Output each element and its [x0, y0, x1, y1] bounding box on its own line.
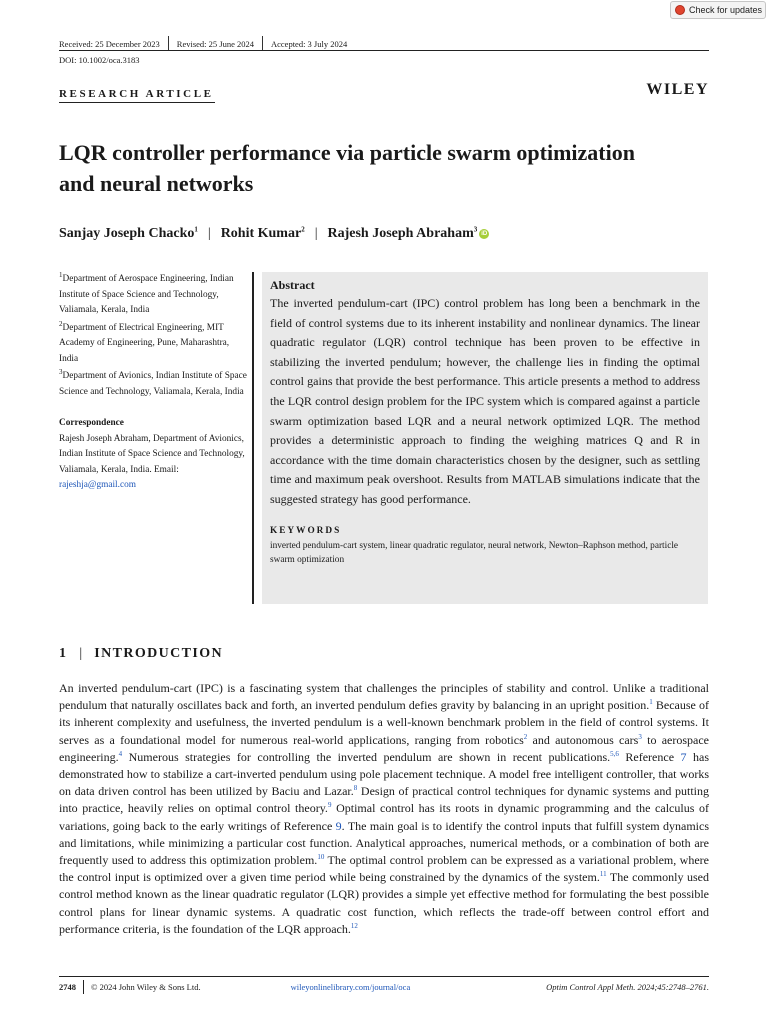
divider: [168, 36, 169, 51]
article-dates: [59, 36, 347, 51]
intro-text: . The main goal is to identify the control inputs that fulfill system dynamics and limitations, while minimizing a particular cost function. Analytical approaches, numerical methods, or a combination of both are frequently used to address this optimization problem.: [59, 818, 710, 868]
intro-text: and autonomous cars: [527, 732, 639, 747]
section-number: 1: [59, 646, 68, 661]
section-title: INTRODUCTION: [94, 646, 224, 661]
intro-text: has demonstrated how to stabilize a cart-inverted pendulum using pole placement technique. A model free intelligent controller, that works on data driven control has been utilized by Baciu and Lazar.: [59, 749, 709, 799]
section-separator: |: [79, 646, 83, 661]
citation-link[interactable]: 12: [350, 921, 358, 930]
citation-link[interactable]: 8: [353, 784, 358, 793]
intro-text: Design of practical control techniques for dynamic systems and putting into practice, heavily relies on optimal control theory.: [59, 784, 710, 816]
article-type-underline: [59, 102, 215, 103]
email-link[interactable]: rajeshja@gmail.com: [59, 480, 136, 490]
accepted-date: Accepted: 3 July 2024: [270, 38, 348, 49]
header-rule: [59, 50, 709, 51]
revised-date: Revised: 25 June 2024: [176, 38, 254, 49]
publisher-logo: WILEY: [646, 81, 709, 98]
citation-link[interactable]: 3: [638, 732, 642, 741]
affiliations: [59, 272, 247, 494]
received-date: Received: 25 December 2023: [59, 38, 160, 49]
footer: [59, 980, 709, 994]
abstract-text: The inverted pendulum-cart (IPC) control problem has long been a benchmark in the field of control systems due to its inherent instability and nonlinear dynamics. The linear quadratic regulator (LQR) control technique has been proven to be effective in stabilizing the inverted pendulum; however, the challenge lies in finding the optimal control gains that provide the best performance. This article presents a method to address the LQR control design problem for the IPC system which is compared against a particle swarm optimization based LQR and a neural network optimized LQR. The method provides a deterministic approach to finding the weighing matrices Q and R in accordance with the time domain characteristics chosen by the designer, such as settling time and maximum peak overshoot. Results from MATLAB simulations indicate that the suggested strategy has good performance.: [270, 296, 700, 506]
author-separator: |: [207, 226, 211, 241]
doi: DOI: 10.1002/oca.3183: [59, 55, 140, 65]
keywords-text: inverted pendulum-cart system, linear quadratic regulator, neural network, Newton–Raphson method, particle swarm optimization: [270, 540, 679, 566]
author-name[interactable]: Rohit Kumar$^2$: [220, 225, 305, 241]
check-for-updates-button[interactable]: [670, 1, 766, 19]
intro-text: Because of its inherent complexity and usefulness, the inverted pendulum is a well-known benchmark problem in the field of control systems. It serves as a foundational model for numerous real-world applications, ranging from robotics: [59, 698, 709, 747]
citation-link[interactable]: 10: [317, 853, 325, 862]
intro-text: The optimal control problem can be expressed as a variational problem, where the control input is optimized over a given time period while being constrained by the dynamics of the system.: [59, 853, 710, 885]
divider: [83, 980, 84, 994]
affiliation: $^3$Department of Avionics, Indian Institute of Space Science and Technology, Valiamala, Kerala, India: [59, 367, 247, 397]
author-name[interactable]: Rajesh Joseph Abraham$^3$: [327, 225, 478, 241]
copyright: © 2024 John Wiley & Sons Ltd.: [91, 982, 201, 992]
section-heading: [59, 646, 223, 662]
footer-rule: [59, 976, 709, 977]
keywords-heading: KEYWORDS: [270, 525, 342, 536]
reference-link[interactable]: 7: [680, 749, 687, 764]
correspondence-heading: Correspondence: [59, 418, 124, 428]
page-number: 2748: [59, 982, 76, 992]
intro-text: Reference: [618, 749, 681, 764]
column-divider: [252, 272, 254, 604]
author-name[interactable]: Sanjay Joseph Chacko$^1$: [59, 225, 198, 241]
intro-text: Optimal control has its roots in dynamic programming and the calculus of variations, going back to the early writings of Reference: [59, 801, 709, 833]
intro-paragraph: [59, 680, 709, 938]
abstract-heading: Abstract: [270, 278, 315, 292]
citation-link[interactable]: 4: [118, 749, 123, 758]
citation-link[interactable]: 1: [649, 698, 653, 707]
intro-text: The commonly used control method known as the linear quadratic regulator (LQR) provides a simple yet effective method for formulating the best possible control plans for linear dynamic systems. A quadratic cost function, which reflects the trade-off between control effort and performance criteria, is the foundation of the LQR approach.: [59, 870, 709, 936]
crossmark-icon: [675, 5, 685, 15]
intro-text: Numerous strategies for controlling the inverted pendulum are shown in recent publications.: [122, 749, 611, 764]
reference-link[interactable]: 9: [335, 818, 342, 833]
author-list: [59, 226, 489, 242]
citation-link[interactable]: 5,6: [610, 749, 619, 758]
correspondence-text: Rajesh Joseph Abraham, Department of Avionics, Indian Institute of Space Science and Technology, Valiamala, Kerala, India. Email: rajeshja@gmail.com: [59, 433, 245, 490]
orcid-icon[interactable]: iD: [481, 231, 488, 237]
affiliation: $^2$Department of Electrical Engineering, MIT Academy of Engineering, Pune, Maharashtra, India: [59, 319, 230, 364]
intro-text: to aerospace engineering.: [59, 732, 709, 764]
citation-link[interactable]: 11: [599, 870, 607, 879]
check-for-updates-label: Check for updates: [689, 5, 763, 15]
citation-link[interactable]: 9: [327, 801, 332, 810]
abstract-box: [262, 272, 708, 604]
intro-text: An inverted pendulum-cart (IPC) is a fascinating system that challenges the principles of stability and control. Unlike a traditional pendulum that naturally oscillates back and forth, an inverted pendulum defies gravity by balancing in an upright position.: [59, 681, 709, 713]
page-title: LQR controller performance via particle swarm optimization and neural networks: [59, 140, 635, 196]
article-type: RESEARCH ARTICLE: [59, 88, 214, 100]
citation-link[interactable]: 2: [523, 732, 528, 741]
affiliation: $^1$Department of Aerospace Engineering, Indian Institute of Space Science and Technology, Valiamala, Kerala, India: [59, 270, 234, 315]
journal-citation: Optim Control Appl Meth. 2024;45:2748–2761.: [546, 982, 709, 992]
journal-link[interactable]: wileyonlinelibrary.com/journal/oca: [290, 982, 411, 992]
author-separator: |: [314, 226, 318, 241]
divider: [262, 36, 263, 51]
